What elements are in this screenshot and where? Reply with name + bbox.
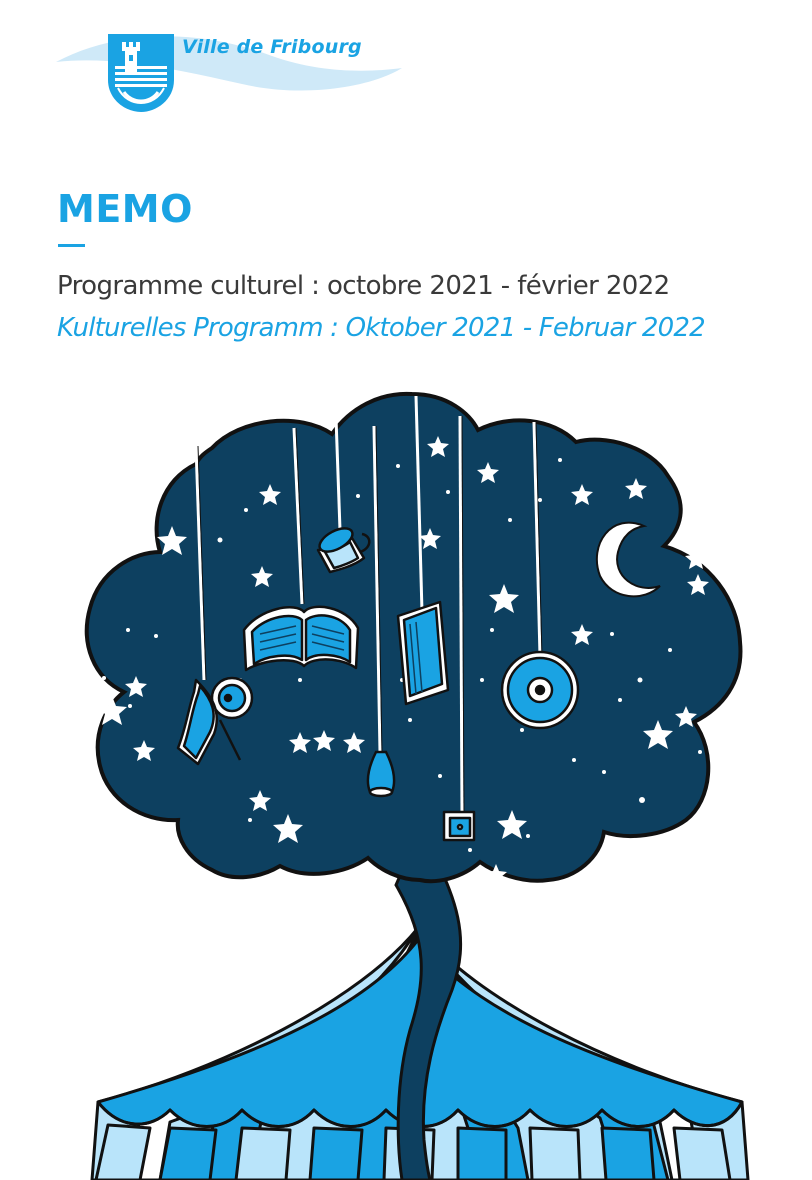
title-underline (58, 244, 85, 247)
city-logo (52, 22, 404, 114)
open-book-icon (244, 607, 358, 670)
page-title: MEMO (57, 187, 193, 231)
subtitle-french: Programme culturel : octobre 2021 - février 2022 (57, 271, 670, 301)
cube-icon (444, 812, 474, 840)
vinyl-record-icon (502, 652, 578, 728)
bell-icon (368, 752, 394, 796)
closed-book-icon (398, 602, 448, 704)
cover-illustration (0, 380, 812, 1180)
subtitle-german: Kulturelles Programm : Oktober 2021 - Februar 2022 (57, 313, 705, 343)
city-name: Ville de Fribourg (182, 36, 362, 58)
